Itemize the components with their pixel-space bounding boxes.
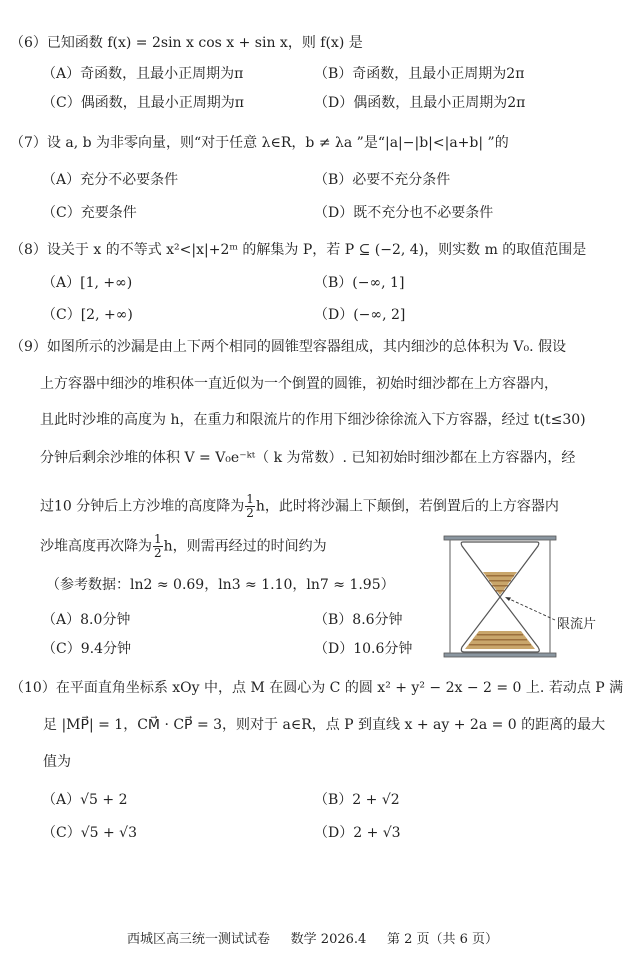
question-stem-line: 上方容器中细沙的堆积体一直近似为一个倒置的圆锥，初始时细沙都在上方容器内， bbox=[40, 376, 558, 392]
option-b: （B）(−∞, 1] bbox=[314, 275, 405, 291]
question-stem: （7）设 a, b 为非零向量，则“对于任意 λ∈R，b ≠ λa ”是“|a|−|b|<|a+b| ”的 bbox=[10, 135, 509, 151]
question-stem-line: 足 |MP⃗| = 1，CM⃗ · CP⃗ = 3，则对于 a∈R，点 P 到直线 x + ay + 2a = 0 的距离的最大 bbox=[43, 717, 606, 733]
fraction-half bbox=[153, 533, 163, 560]
option-a: （A）充分不必要条件 bbox=[42, 172, 179, 188]
option-c: （C）偶函数，且最小正周期为π bbox=[42, 95, 244, 111]
option-c: （C）充要条件 bbox=[42, 205, 137, 221]
question-stem: （6）已知函数 f(x) = 2sin x cos x + sin x，则 f(x) 是 bbox=[10, 35, 363, 51]
option-a: （A）[1, +∞) bbox=[42, 275, 133, 291]
question-stem-line: （10）在平面直角坐标系 xOy 中，点 M 在圆心为 C 的圆 x² + y² − 2x − 2 = 0 上. 若动点 P 满 bbox=[10, 680, 624, 696]
option-a: （A）8.0分钟 bbox=[42, 612, 131, 628]
option-b: （B）必要不充分条件 bbox=[314, 172, 451, 188]
option-b: （B）2 + √2 bbox=[314, 792, 400, 808]
figure-label: 限流片 bbox=[557, 617, 597, 632]
question-stem-line: （9）如图所示的沙漏是由上下两个相同的圆锥型容器组成，其内细沙的总体积为 V₀. 假设 bbox=[10, 339, 566, 355]
option-b: （B）奇函数，且最小正周期为2π bbox=[314, 66, 525, 82]
numerator: 1 bbox=[246, 492, 254, 506]
option-d: （D）(−∞, 2] bbox=[314, 307, 406, 323]
question-stem-line: 值为 bbox=[43, 754, 71, 770]
option-a: （A）奇函数，且最小正周期为π bbox=[42, 66, 244, 82]
denominator: 2 bbox=[246, 506, 254, 520]
question-stem-line: 分钟后剩余沙堆的体积 V = V₀e⁻ᵏᵗ（ k 为常数）. 已知初始时细沙都在上方容器内，经 bbox=[40, 450, 576, 466]
page-footer: 西城区高三统一测试试卷 数学 2026.4 第 2 页（共 6 页） bbox=[127, 932, 499, 947]
text: 过10 分钟后上方沙堆的高度降为 bbox=[40, 498, 245, 515]
option-d: （D）既不充分也不必要条件 bbox=[314, 205, 494, 221]
question-stem-line bbox=[40, 533, 327, 560]
text: 沙堆高度再次降为 bbox=[40, 538, 152, 555]
option-d: （D）偶函数，且最小正周期为2π bbox=[314, 95, 526, 111]
option-c: （C）9.4分钟 bbox=[42, 641, 131, 657]
fraction-half bbox=[245, 493, 255, 520]
hourglass-figure bbox=[443, 533, 557, 661]
option-d: （D）10.6分钟 bbox=[314, 641, 413, 657]
option-b: （B）8.6分钟 bbox=[314, 612, 403, 628]
option-c: （C）√5 + √3 bbox=[42, 825, 137, 841]
option-d: （D）2 + √3 bbox=[314, 825, 401, 841]
numerator: 1 bbox=[154, 532, 162, 546]
text: h，则需再经过的时间约为 bbox=[163, 538, 327, 555]
question-stem-line bbox=[40, 493, 559, 520]
question-stem: （8）设关于 x 的不等式 x²<|x|+2ᵐ 的解集为 P，若 P ⊆ (−2, 4)，则实数 m 的取值范围是 bbox=[10, 242, 587, 258]
reference-data: （参考数据：ln2 ≈ 0.69，ln3 ≈ 1.10，ln7 ≈ 1.95） bbox=[46, 577, 395, 593]
option-a: （A）√5 + 2 bbox=[42, 792, 128, 808]
text: h，此时将沙漏上下颠倒，若倒置后的上方容器内 bbox=[255, 498, 559, 515]
denominator: 2 bbox=[154, 546, 162, 560]
option-c: （C）[2, +∞) bbox=[42, 307, 133, 323]
question-stem-line: 且此时沙堆的高度为 h，在重力和限流片的作用下细沙徐徐流入下方容器，经过 t(t≤30) bbox=[40, 412, 586, 428]
